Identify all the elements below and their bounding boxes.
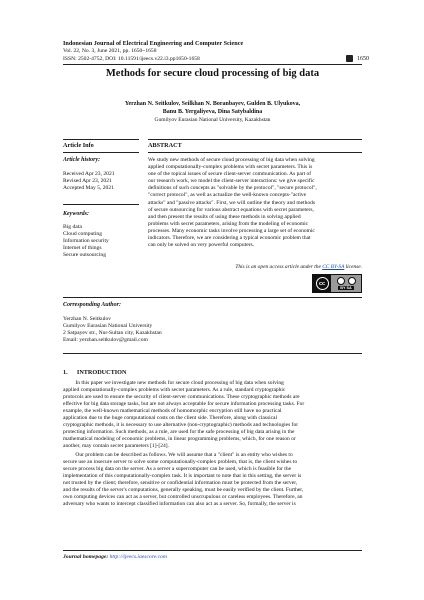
article-info-rule	[63, 152, 139, 153]
footer	[63, 554, 167, 560]
attribution-icon	[337, 277, 345, 285]
abstract-line: "correct protocol", as well as actualize the well-known concepts-"active	[148, 192, 307, 199]
abstract-line: indicators. Therefore, we are considering a typical economic problem that	[148, 235, 311, 242]
keywords-heading: Keywords:	[63, 211, 89, 217]
body-line: not trusted by the client; therefore, sensitive or confidential information must be protected from the server,	[63, 480, 298, 487]
abstract-line: applied computationally-complex problems with secret parameters. This is	[148, 164, 313, 171]
body-line: mathematical modeling of economic problems, in linear programming problems, which, for one reason or	[63, 436, 296, 443]
section-heading: 1. INTRODUCTION	[63, 369, 127, 376]
keyword: Cloud computing	[63, 231, 103, 237]
body-line: example, the well-known mathematical methods of homomorphic encryption still have no practical	[63, 408, 282, 415]
article-info-heading: Article Info	[63, 142, 94, 149]
affiliation: Gumilyov Eurasian National University, Kazakhstan	[154, 117, 271, 123]
keyword: Secure outsourcing	[63, 252, 107, 258]
received-date: Received Apr 23, 2021	[63, 171, 115, 177]
corresponding-details	[63, 316, 313, 344]
body-line: protecting information. Such methods, as a rule, are used for the safe processing of big data arising in the	[63, 429, 295, 436]
body-line: protocols are used to ensure the security of client-server communications. These cryptographic methods are	[63, 394, 300, 401]
body-line: secure process big data on the server. As a server a supercomputer can be used, which is feasible for the	[63, 466, 292, 473]
accepted-date: Accepted May 5, 2021	[63, 185, 114, 191]
keyword: Big data	[63, 224, 82, 230]
body-line: In this paper we investigate new methods for secure cloud processing of big data when solving	[63, 380, 284, 386]
page-number-text: 1650	[357, 55, 369, 62]
body-line: another, may contain secret parameters [1]-[24].	[63, 443, 169, 450]
corresponding-org: Gumilyov Eurasian National University	[63, 323, 153, 329]
intro-paragraph-2	[63, 452, 362, 508]
abstract-line: our research work, we model the client-server interactions: we give specific	[148, 178, 315, 185]
abstract-line: of secure outsourcing for various abstract equations with secret parameters,	[148, 206, 314, 213]
cc-terms	[331, 275, 361, 292]
body-line: applied computationally-complex problems with secret parameters. As a rule, standard cryptographic	[63, 387, 286, 394]
journal-name: Indonesian Journal of Electrical Engineering and Computer Science	[63, 40, 244, 47]
journal-homepage-link[interactable]: http://ijeecs.iaescore.com	[109, 554, 167, 560]
abstract-line: problems with secret parameters, arising from the modeling of economic	[148, 220, 309, 227]
open-access-prefix: This is an open access article under the	[235, 264, 323, 270]
body-line: cryptographic methods, it is necessary to use alternative (non-cryptographic) methods and technologies for	[63, 422, 299, 429]
abstract-line: We study new methods of secure cloud processing of big data when solving	[148, 157, 315, 163]
abstract-line: can only be solved on very powerful computers.	[148, 242, 254, 249]
abstract-line: processes. Many economic tasks involve processing a large set of economic	[148, 227, 315, 234]
open-access-suffix: license.	[344, 264, 362, 270]
body-line: secure use an insecure server to solve some computationally-complex problem, that is, the client wishes to	[63, 459, 298, 466]
abstract-line: one of the topical issues of secure client-server communication. As part of	[148, 171, 312, 178]
body-line: own computing devices can act as a server, but controlled unscrupulous or careless employees. Therefore, an	[63, 494, 303, 501]
keywords-rule	[63, 204, 139, 205]
body-line: implementation of this computationally-complex task. It is important to note that in this setting, the server is	[63, 473, 302, 480]
open-access-note	[148, 264, 362, 270]
body-line: application due to the huge computational costs on the client side. Therefore, along with classical	[63, 415, 278, 422]
page-number	[346, 55, 369, 62]
footer-rule	[63, 550, 362, 551]
journal-meta	[63, 48, 200, 63]
intro-paragraph-1	[63, 380, 362, 450]
corresponding-email: Email: yerzhan.seitkulov@gmail.com	[63, 337, 148, 343]
license-link[interactable]: CC BY-SA	[322, 264, 345, 270]
authors-line-2: Banu B. Yergaliyeva, Dina Satybaldina	[162, 109, 263, 115]
paper-title: Methods for secure cloud processing of big data	[105, 68, 320, 79]
journal-issn: ISSN: 2502-4752, DOI: 10.11591/ijeecs.v22.i3.pp1650-1658	[63, 55, 200, 62]
header-rule	[63, 64, 362, 65]
corresponding-name: Yerzhan N. Seitkulov	[63, 316, 112, 322]
cc-terms-text: BY SA	[340, 286, 352, 290]
abstract-line: and then present the results of using these methods in solving applied	[148, 213, 301, 220]
history-heading: Article history:	[63, 157, 101, 163]
corresponding-rule	[63, 297, 362, 298]
cc-license-badge[interactable]	[312, 274, 362, 293]
abstract-line: definitions of such concepts as "solvable by the protocol", "secure protocol",	[148, 185, 317, 192]
authors-line-1: Yerzhan N. Seitkulov, Seilkhan N. Boranbayev, Gulden B. Ulyukova,	[124, 101, 301, 107]
cc-terms-icons	[337, 277, 356, 285]
body-line: adversary who wants to intercept classified information can also act as a server. So, formally, the server is	[63, 501, 296, 508]
keyword: Internet of things	[63, 245, 102, 251]
abstract-rule	[148, 152, 362, 153]
corresponding-rule-bottom	[63, 353, 362, 354]
page-square-icon	[346, 55, 353, 62]
body-line: Our problem can be described as follows. We will assume that a "client" is an entity who wishes to	[63, 452, 293, 458]
history-dates	[63, 171, 139, 192]
abstract-line: attacks" and "passive attacks". First, we will outline the theory and methods	[148, 199, 315, 206]
body-line: effective for big data storage tasks, but are not always acceptable for secure information processing tasks. For	[63, 401, 305, 408]
journal-volume: Vol. 22, No. 3, June 2021, pp. 1650~1658	[63, 48, 157, 54]
article-info-rule-top	[63, 139, 139, 140]
cc-icon: cc	[316, 277, 329, 290]
abstract-body	[148, 157, 362, 249]
body-line: and the results of the server's computations, generally speaking, must be easily verified by the client. Further,	[63, 487, 304, 494]
abstract-heading: ABSTRACT	[148, 142, 182, 149]
abstract-rule-top	[148, 139, 362, 140]
cc-logo	[313, 275, 331, 292]
share-alike-icon	[348, 277, 356, 285]
author-list	[63, 100, 362, 116]
keyword: Information security	[63, 238, 109, 244]
footer-label: Journal homepage:	[63, 554, 110, 560]
corresponding-address: 2 Satpayev str., Nur-Sultan city, Kazakhstan	[63, 330, 162, 336]
corresponding-heading: Corresponding Author:	[63, 302, 121, 308]
revised-date: Revised Apr 23, 2021	[63, 178, 112, 184]
keywords-list	[63, 224, 139, 259]
